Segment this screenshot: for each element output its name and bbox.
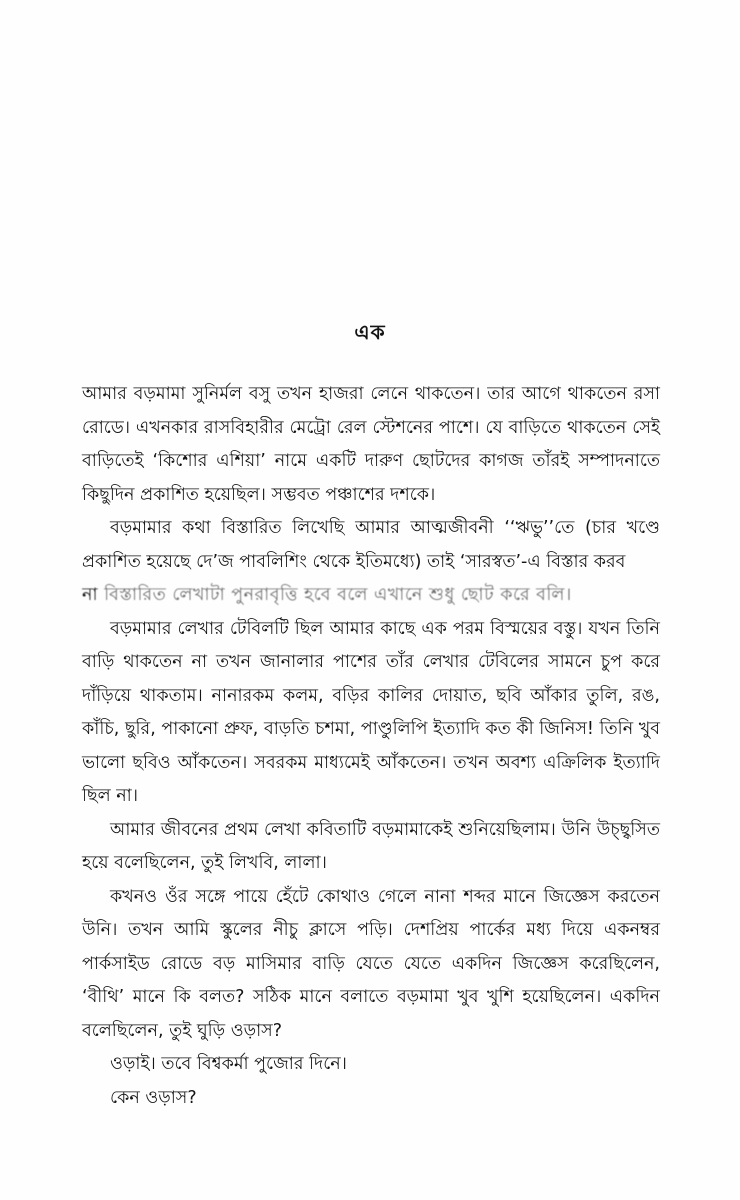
- faded-line-lead: না: [82, 585, 99, 605]
- faded-line-rest: বিস্তারিত লেখাটা পুনরাবৃত্তি হবে বলে এখানে শুধু ছোট করে বলি।: [104, 585, 572, 605]
- paragraph-7: কেন ওড়াস?: [110, 1087, 197, 1108]
- chapter-title: এক: [354, 320, 386, 344]
- paragraph-1: আমার বড়মামা সুনির্মল বসু তখন হাজরা লেনে থাকতেন। তার আগে থাকতেন রসা রোডে। এখনকার রাসবিহারীর মেট্রো রেল স্টেশনের পাশে। যে বাড়িতে থাকতেন সেই বাড়িতেই ‘কিশোর এশিয়া’ নামে একটি দারুণ ছোটদের কাগজ তাঁরই সম্পাদনাতে কিছুদিন প্রকাশিত হয়েছিল। সম্ভবত পঞ্চাশের দশকে।: [82, 384, 660, 505]
- paragraph-3: বড়মামার লেখার টেবিলটি ছিল আমার কাছে এক পরম বিস্ময়ের বস্তু। যখন তিনি বাড়ি থাকতেন না তখন জানালার পাশের তাঁর লেখার টেবিলের সামনে চুপ করে দাঁড়িয়ে থাকতাম। নানারকম কলম, বড়ির কালির দোয়াত, ছবি আঁকার তুলি, রঙ, কাঁচি, ছুরি, পাকানো প্রুফ, বাড়তি চশমা, পাণ্ডুলিপি ইত্যাদি কত কী জিনিস! তিনি খুব ভালো ছবিও আঁকতেন। সবরকম মাধ্যমেই আঁকতেন। তখন অবশ্য এক্রিলিক ইত্যাদি ছিল না।: [82, 618, 660, 806]
- body-text: [82, 378, 660, 1115]
- paragraph-6: ওড়াই। তবে বিশ্বকর্মা পুজোর দিনে।: [110, 1054, 347, 1074]
- paragraph-4: আমার জীবনের প্রথম লেখা কবিতাটি বড়মামাকেই শুনিয়েছিলাম। উনি উচ্ছ্বসিত হয়ে বলেছিলেন, তুই লিখবি, লালা।: [82, 819, 660, 873]
- paragraph-5: কখনও ওঁর সঙ্গে পায়ে হেঁটে কোথাও গেলে নানা শব্দর মানে জিজ্ঞেস করতেন উনি। তখন আমি স্কুলের নীচু ক্লাসে পড়ি। দেশপ্রিয় পার্কের মধ্য দিয়ে একনম্বর পার্কসাইড রোডে বড় মাসিমার বাড়ি যেতে যেতে একদিন জিজ্ঞেস করেছিলেন, ‘বীথি’ মানে কি বলত? সঠিক মানে বলাতে বড়মামা খুব খুশি হয়েছিলেন। একদিন বলেছিলেন, তুই ঘুড়ি ওড়াস?: [82, 886, 660, 1041]
- paragraph-2: বড়মামার কথা বিস্তারিত লিখেছি আমার আত্মজীবনী ‘‘ঋভু’’তে (চার খণ্ডে প্রকাশিত হয়েছে দে’জ পাবলিশিং থেকে ইতিমধ্যে) তাই ‘সারস্বত’-এ বিস্তার করব: [82, 518, 660, 572]
- faded-line: [82, 579, 660, 613]
